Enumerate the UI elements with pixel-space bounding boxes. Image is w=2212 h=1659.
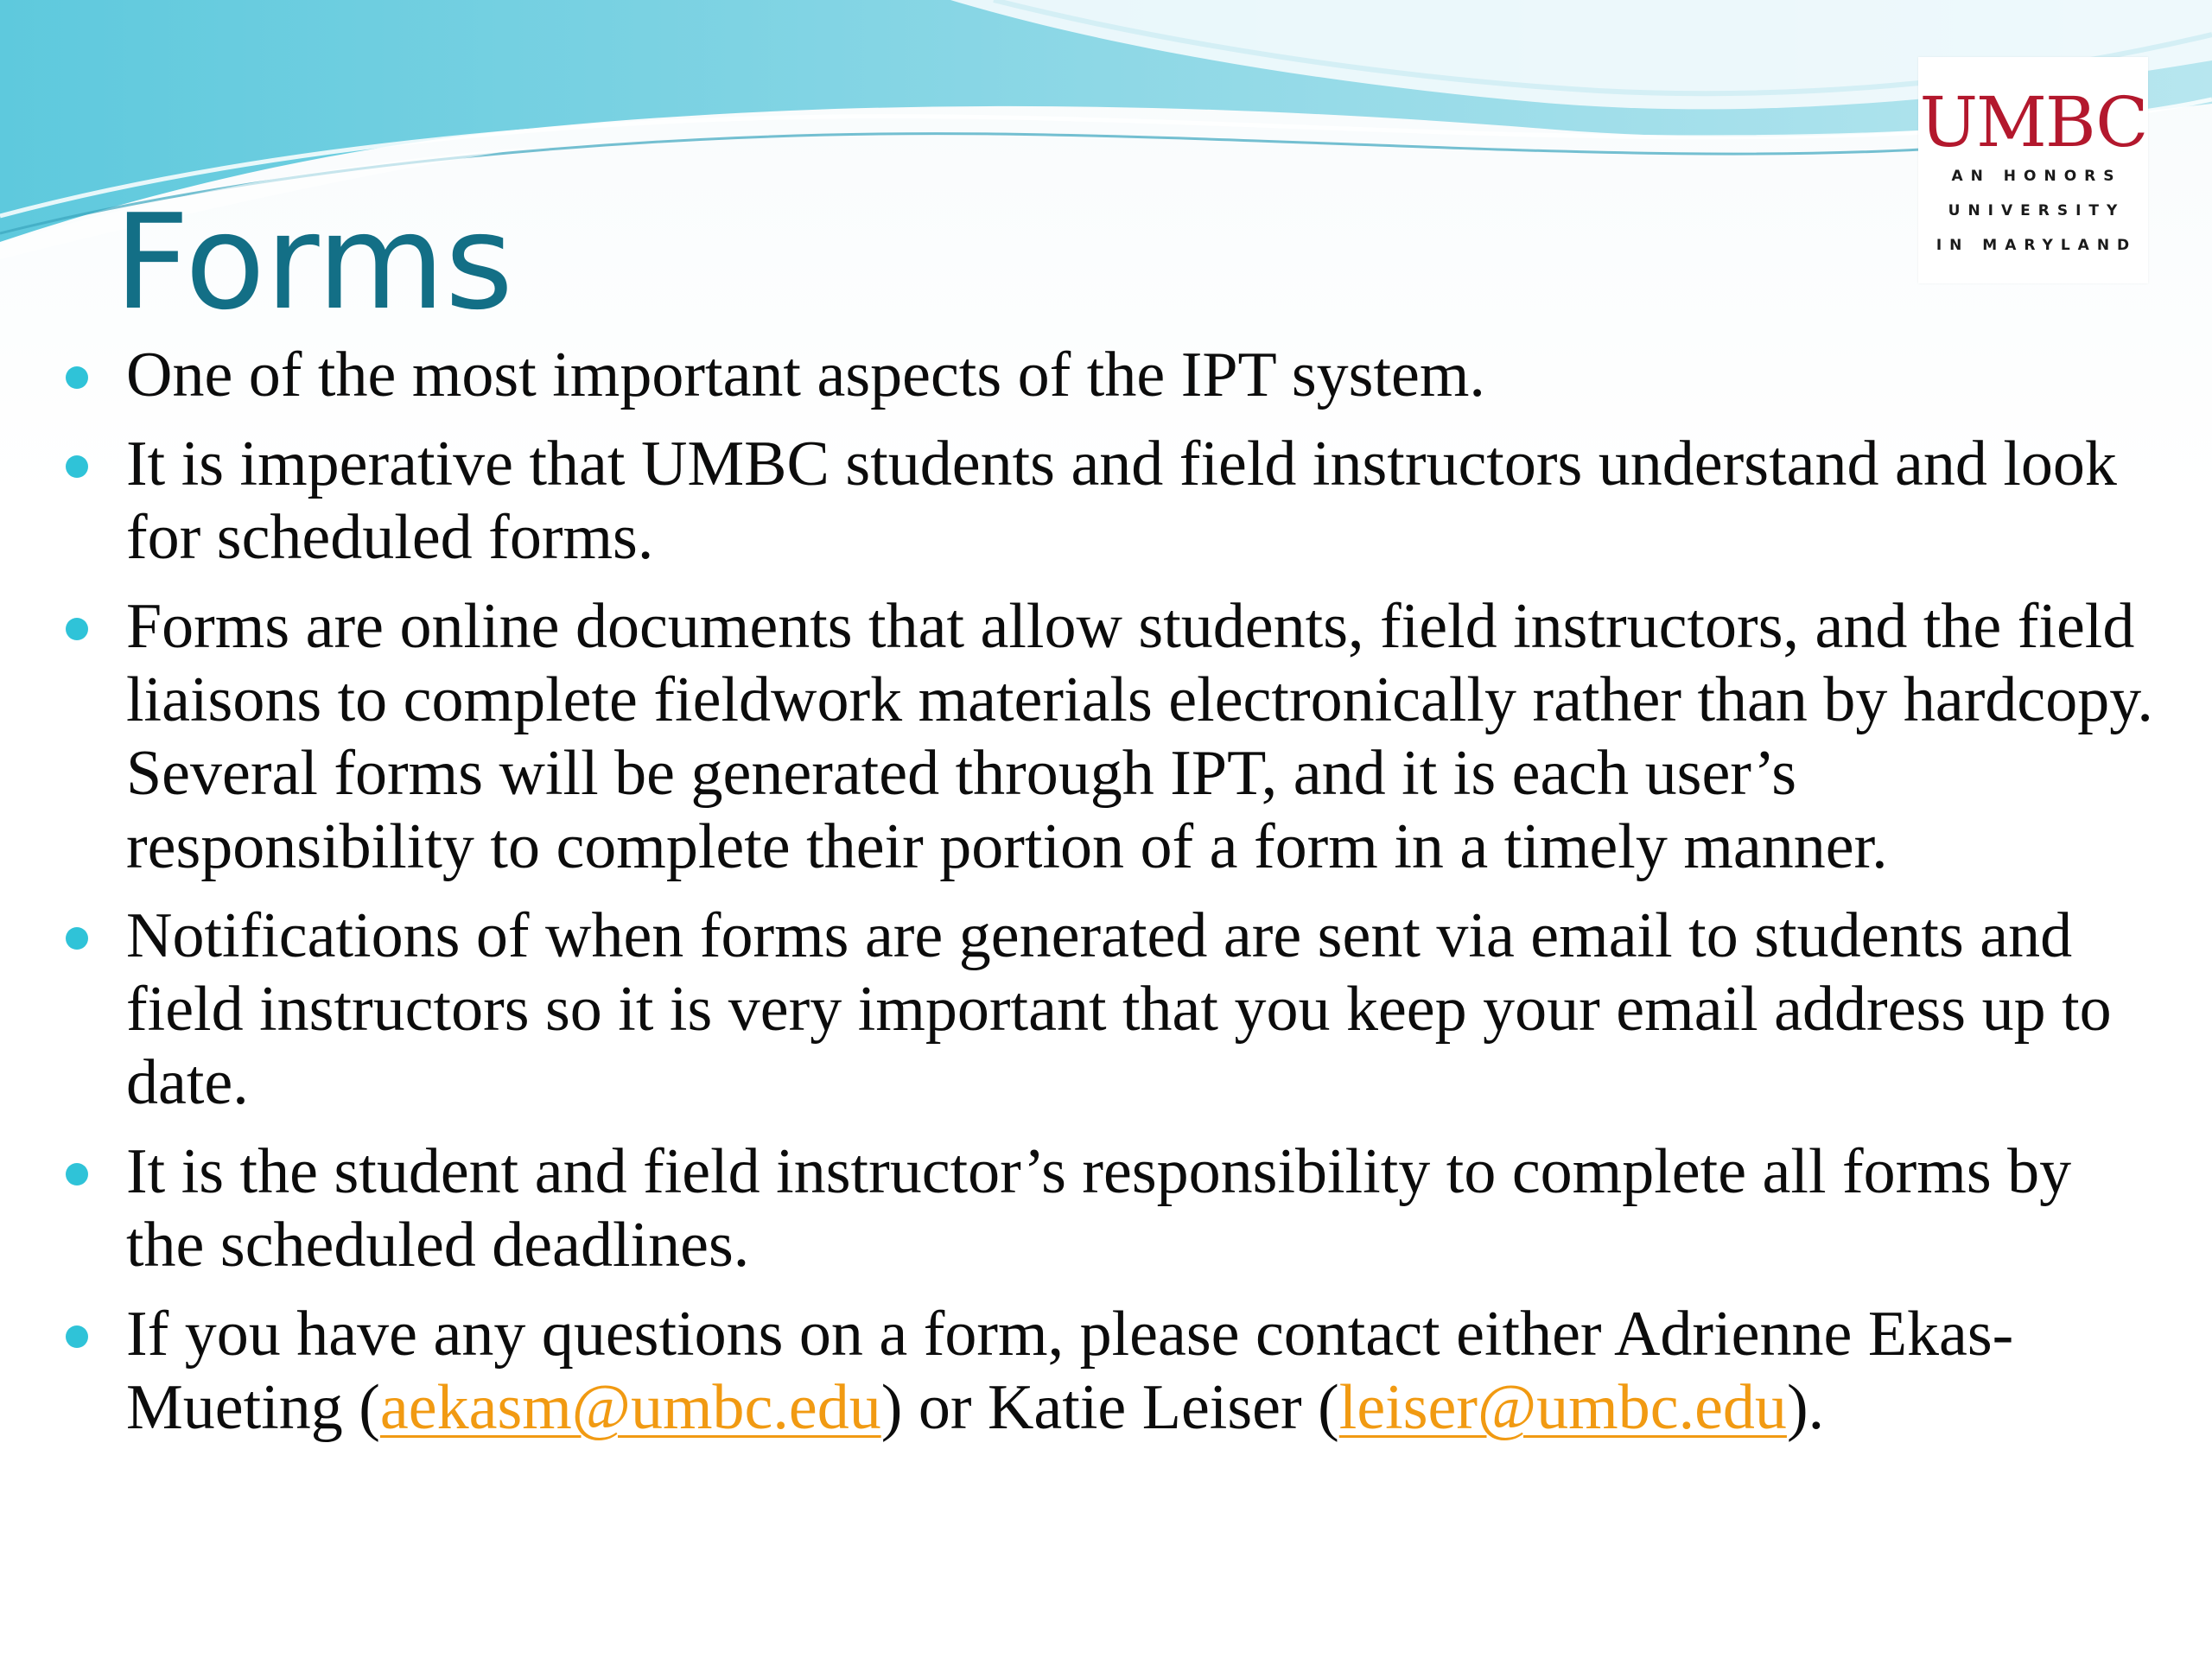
email-link-leiser[interactable]: leiser@umbc.edu bbox=[1338, 1372, 1787, 1443]
bullet-dot-icon bbox=[66, 1163, 88, 1185]
email-link-aekasm[interactable]: aekasm@umbc.edu bbox=[379, 1372, 881, 1443]
bullet-dot-icon bbox=[66, 455, 88, 478]
bullet-item bbox=[62, 428, 2153, 575]
bullet-dot-icon bbox=[66, 1325, 88, 1348]
logo-tagline-line-3: IN MARYLAND bbox=[1936, 237, 2138, 254]
bullet-item bbox=[62, 899, 2153, 1120]
slide-title: Forms bbox=[114, 186, 514, 339]
bullet-item-contact bbox=[62, 1298, 2153, 1445]
contact-text-middle: ) or Katie Leiser ( bbox=[880, 1372, 1339, 1443]
bullet-text: Notifications of when forms are generated are sent via email to students and field instructors so it is very important that you keep your email address up to date. bbox=[126, 900, 2112, 1118]
contact-text-prefix: If you have any questions on a form, please contact either Adrienne Ekas-Mueting ( bbox=[126, 1299, 2014, 1443]
bullet-dot-icon bbox=[66, 366, 88, 389]
bullet-dot-icon bbox=[66, 618, 88, 640]
bullet-item bbox=[62, 590, 2153, 884]
bullet-dot-icon bbox=[66, 927, 88, 950]
logo-wordmark: UMBC bbox=[1919, 82, 2147, 162]
bullet-item bbox=[62, 339, 2153, 412]
logo-tagline-line-1: AN HONORS bbox=[1951, 168, 2122, 185]
bullet-item bbox=[62, 1135, 2153, 1282]
umbc-logo bbox=[1918, 57, 2148, 283]
logo-tagline-line-2: UNIVERSITY bbox=[1948, 202, 2126, 219]
bullet-text: It is the student and field instructor’s responsibility to complete all forms by the scheduled deadlines. bbox=[126, 1136, 2072, 1281]
bullet-text: Forms are online documents that allow students, field instructors, and the field liaisons to complete fieldwork materials electronically rather than by hardcopy. Several forms will be generated through IPT, and it is each user’s responsibility to complete their portion of a form in a timely manner. bbox=[126, 591, 2153, 882]
contact-text-suffix: ). bbox=[1786, 1372, 1825, 1443]
bullet-text: One of the most important aspects of the IPT system. bbox=[126, 340, 1485, 410]
bullet-list bbox=[62, 339, 2153, 1460]
bullet-text: It is imperative that UMBC students and field instructors understand and look for scheduled forms. bbox=[126, 429, 2117, 573]
